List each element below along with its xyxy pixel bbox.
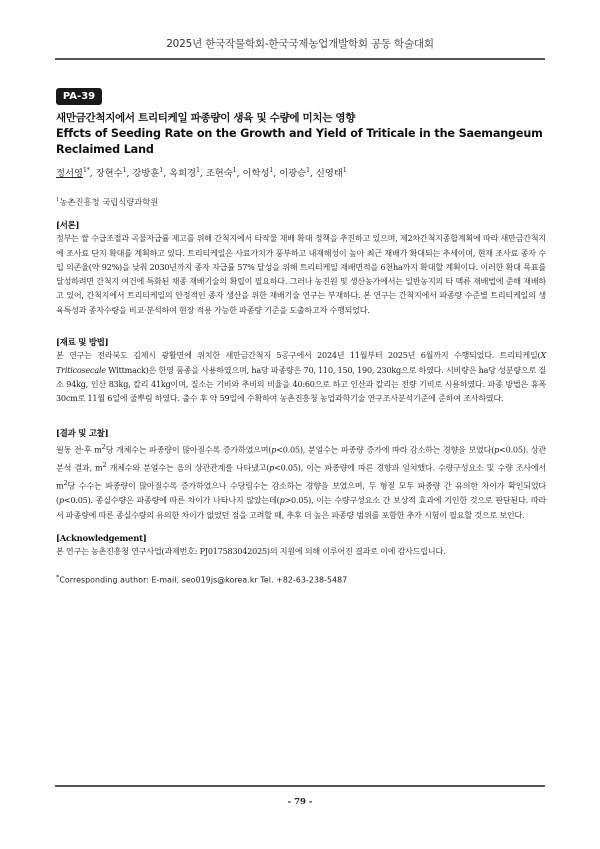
author: 이광승 [279, 168, 307, 179]
affiliation [56, 196, 158, 208]
author-sup: 1 [196, 166, 200, 174]
author-first: 정서영 [56, 168, 83, 179]
p-value-symbol: p [279, 496, 285, 506]
asterisk-mark: * [56, 573, 60, 581]
text-run: <0.05), 이는 파종량에 따른 경향과 일치했다. 수량구성요소 및 수량 조사에서 m [56, 463, 546, 491]
author-sep: , [310, 168, 316, 179]
section-body [56, 440, 546, 523]
text-run: 월동 전·후 m [56, 445, 102, 455]
p-value-symbol: p [271, 445, 277, 455]
text-run: <0.05). 종실수량은 파종량에 따른 차이가 나타나지 않았는데( [63, 496, 280, 506]
section-introduction [56, 218, 546, 318]
author-list [56, 165, 546, 179]
author-first-sup: 1* [82, 166, 90, 174]
author: 강방훈 [132, 168, 160, 179]
text-run: 당 개체수는 파종량이 많아질수록 증가하였으며( [105, 445, 272, 455]
section-body [56, 349, 546, 406]
section-heading: [서론] [56, 220, 80, 230]
section-body: 정부는 쌀 수급조절과 곡물자급률 제고를 위해 간척지에서 타작물 재배 확대 정책을 추진하고 있으며, 제2차간척지종합계획에 따라 새만금간척지에 조사료 단지 확대를 계획하고 있다. 트리티케일은 사료가치가 풍부하고 내재해성이 높아 최근 재배가 확대되는 추세이며, 현재 조사료 종자 수입 의존율(약 92%)을 낮춰 2030년까지 종자 자급률 57% 달성을 위해 트리티케일 재배면적을 6천ha까지 확대할 계획이다. 이러한 확대 목표를 달성하려면 간척지 여건에 특화된 채종 재배기술의 확립이 필요하다. 그러나 농진원 및 생산농가에서는 일반농지의 타 맥류 재배법에 준해 재배하고 있어, 간척지에서 트리티케일의 안정적인 종자 생산을 위한 재배기술 연구는 부재하다. 본 연구는 간척지에서 파종량 수준별 트리티케일의 생육특성과 종자수량을 비교·분석하여 현장 적용 가능한 파종량 기준을 도출하고자 수행되었다. [56, 234, 546, 315]
p-value-symbol: p [58, 496, 64, 506]
author-sup: 1 [159, 166, 164, 174]
species-name: X Triticosecale [56, 351, 546, 375]
title-english: Effcts of Seeding Rate on the Growth and Yield of Triticale in the Saemangeum Reclaimed Land [56, 127, 543, 156]
text-run: 본 연구는 전라북도 김제시 광활면에 위치한 새만금간척지 5공구에서 2024년 11월부터 2025년 6월까지 수행되었다. 트리티케일( [56, 351, 541, 361]
abstract-id-badge: PA-39 [56, 88, 102, 105]
affiliation-text: 농촌진흥청 국립식량과학원 [59, 197, 159, 207]
author: 장현수 [95, 168, 123, 179]
section-heading: [재료 및 방법] [56, 337, 109, 347]
text-run: 개체수와 분얼수는 음의 상관관계를 나타냈고( [106, 463, 270, 473]
text-run: >0.05), 이는 수량구성요소 간 보상적 효과에 기인한 것으로 판단된다. 따라서 파종량에 따른 종실수량의 유의한 차이가 없었던 점을 고려할 때, 추후 더 높은 파종량 범위를 포함한 추가 시험이 필요할 것으로 보인다. [56, 496, 547, 520]
section-body: 본 연구는 농촌진흥청 연구사업(과제번호: PJ017583042025)의 지원에 의해 이루어진 결과로 이에 감사드립니다. [56, 547, 446, 557]
section-acknowledgement [56, 531, 546, 560]
text-run: Wittmack)은 한영 품종을 사용하였으며, ha당 파종량은 70, 110, 150, 190, 230kg으로 하였다. 시비량은 ha당 성분량으로 질소 94kg, 인산 83kg, 칼리 41kg이며, 질소는 기비와 추비의 비율을 40:60으로 하고 인산과 칼리는 전량 기비로 시용하였다. 파종 방법은 휴폭 30cm로 11월 6일에 줄뿌림 하였다. 출수 후 약 59일에 수확하여 농촌진흥청 농업과학기술 연구조사분석기준에 준하여 조사하였다. [56, 365, 546, 404]
header-rule [55, 58, 545, 60]
superscript: 2 [101, 443, 106, 452]
author-sep: , [273, 168, 280, 179]
author: 이학성 [242, 168, 270, 179]
corresponding-text: Corresponding author: E-mail, seo019js@korea.kr Tel. +82-63-238-5487 [59, 575, 348, 585]
superscript: 2 [102, 461, 107, 470]
author-sep: , [199, 168, 206, 179]
author-sup: 1 [269, 166, 274, 174]
section-results [56, 426, 546, 523]
superscript: 2 [63, 479, 68, 488]
affiliation-sup: 1 [56, 197, 60, 204]
author: 조현숙 [205, 168, 233, 179]
author-sup: 1 [306, 166, 310, 174]
p-value-symbol: p [269, 463, 275, 473]
footer-rule [55, 785, 545, 787]
author-sup: 1 [122, 166, 127, 174]
section-heading: [결과 및 고찰] [56, 428, 109, 438]
author-sep: , [236, 168, 243, 179]
author-sup: 1 [342, 166, 347, 174]
author-sup: 1 [232, 166, 237, 174]
corresponding-author [56, 573, 347, 585]
author-sep: , [126, 168, 133, 179]
author: 옥희경 [169, 168, 197, 179]
author-sep: , [89, 168, 96, 179]
section-methods [56, 335, 546, 406]
author: 신영태 [315, 168, 343, 179]
page-number: - 79 - [287, 797, 313, 807]
conference-header: 2025년 한국작물학회-한국국제농업개발학회 공동 학술대회 [166, 38, 434, 50]
title-korean: 새만금간척지에서 트리티케일 파종량이 생육 및 수량에 미치는 영향 [56, 112, 356, 124]
text-run: 당 수수는 파종량이 많아질수록 증가하였으나 수당립수는 감소하는 경향을 보였으며, 두 형질 모두 파종량 간 유의한 차이가 확인되었다( [56, 481, 546, 506]
author-sep: , [163, 168, 170, 179]
section-heading: [Acknowledgement] [56, 533, 147, 543]
text-run: <0.05), 분얼수는 파종량 증가에 따라 감소하는 경향을 보였다( [276, 445, 495, 455]
p-value-symbol: p [494, 445, 500, 455]
text-run: <0.05). 상관분석 결과, m [56, 445, 546, 473]
